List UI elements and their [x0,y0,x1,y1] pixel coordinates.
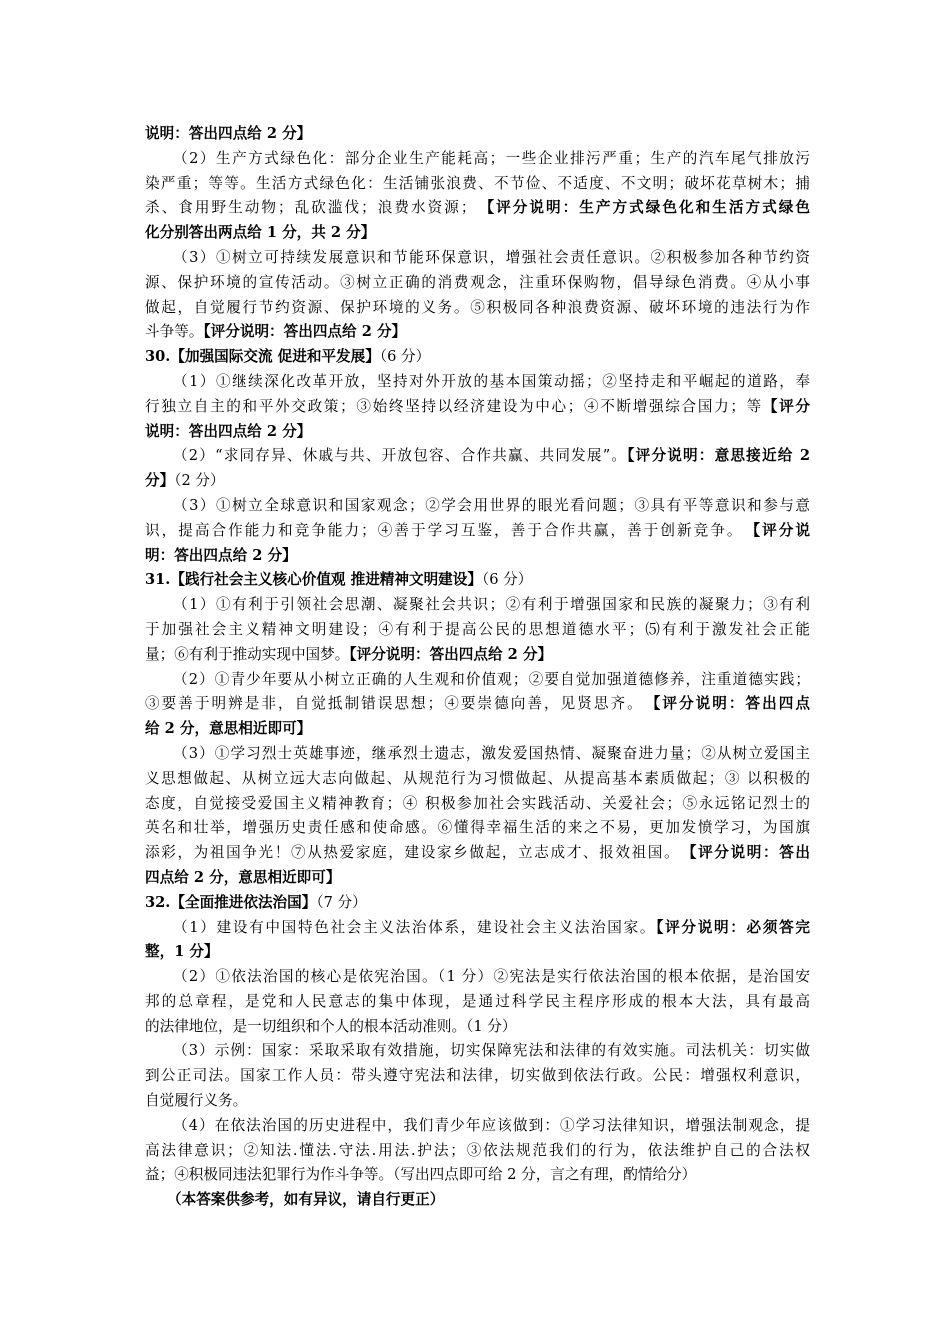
text-run: 到公正司法。国家工作人员：带头遵守宪法和法律，切实做到依法行政。公民：增强权利意识， [145,1067,810,1085]
text-line [145,841,810,866]
text-line [145,866,810,891]
text-line [145,345,810,370]
text-line [145,420,810,445]
text-line [145,568,810,593]
bold-text: 31.【践行社会主义核心价值观 推进精神文明建设】 [145,571,482,589]
text-line [145,296,810,321]
bold-text: 【评分说明：答出四点 [653,695,810,713]
text-run: 添彩，为祖国争光！⑦从热爱家庭，建设家乡做起，立志成才、报效祖国。 [145,844,690,862]
text-run: 邦的总章程，是党和人民意志的集中体现，是通过科学民主程序形成的根本大法，具有最高 [145,992,810,1010]
bold-text: 30.【加强国际交流 促进和平发展】 [145,348,380,366]
text-run: （6 分） [379,348,431,366]
text-line [145,692,810,717]
bold-text: 【评分说明：答出四点给 2 分】 [349,645,553,663]
text-line [145,1188,810,1213]
text-line [145,643,810,668]
text-run: 源、保护环境的宣传活动。③树立正确的消费观念，注重环保购物，倡导绿色消费。④从小事 [145,273,810,291]
text-line [145,593,810,618]
text-run: （3）①树立全球意识和国家观念；②学会用世界的眼光看问题；③具有平等意识和参与意 [173,496,810,514]
text-run: （3）①树立可持续发展意识和节能环保意识，增强社会责任意识。②积极参加各种节约资 [173,248,810,266]
text-run: （1）①继续深化改革开放，坚持对外开放的基本国策动摇；②坚持走和平崛起的道路，奉 [173,372,810,390]
text-line [145,122,810,147]
text-line [145,519,810,544]
text-run: （1）建设有中国特色社会主义法治体系，建设社会主义法治国家。 [173,918,657,936]
text-line [145,395,810,420]
text-line [145,196,810,221]
text-line [145,1039,810,1064]
bold-text: 明：答出四点给 2 分】 [145,546,297,564]
bold-text: 【评分说明：生产方式绿色化和生活方式绿色 [486,199,810,217]
bold-text: 【评分说明：答出四点给 2 分】 [203,323,407,341]
text-run: （1）①有利于引领社会思潮、凝聚社会共识；②有利于增强国家和民族的凝聚力；③有利 [173,596,810,614]
text-run: 义思想做起、从树立远大志向做起、从规范行为习惯做起、从提高基本素质做起；③ 以积极的 [145,769,810,787]
text-line [145,469,810,494]
text-line [145,147,810,172]
text-run: 识，提高合作能力和竞争能力；④善于学习互鉴，善于合作共赢，善于创新竞争。 [145,521,753,539]
text-run: （2）“求同存异、休戚与共、开放包容、合作共赢、共同发展”。 [173,447,628,465]
text-line [145,1015,810,1040]
text-line [145,271,810,296]
bold-text: （本答案供参考，如有异议，请自行更正） [167,1191,445,1209]
bold-text: 【评分说明：意思接近给 2 [627,447,810,465]
text-line [145,320,810,345]
text-run: 益；④积极同违法犯罪行为作斗争等。（写出四点即可给 2 分，言之有理，酌情给分） [145,1166,697,1184]
text-line [145,891,810,916]
text-line [145,172,810,197]
text-line [145,1089,810,1114]
text-run: 做起，自觉履行节约资源、保护环境的义务。⑤积极同各种浪费资源、破坏环境的违法行为作 [145,298,810,316]
bold-text: 【评分说明：必须答完 [656,918,810,936]
text-run: （6 分） [481,571,533,589]
text-line [145,444,810,469]
text-run: 态度，自觉接受爱国主义精神教育；④ 积极参加社会实践活动、关爱社会；⑤永远铭记烈士的 [145,794,810,812]
text-line [145,246,810,271]
text-run: （4）在依法治国的历史进程中，我们青少年应该做到：①学习法律知识，增强法制观念，提 [173,1116,810,1134]
text-line [145,717,810,742]
bold-text: 整，1 分】 [145,943,219,961]
text-line [145,494,810,519]
text-run: （3）①学习烈士英雄事迹，继承烈士遗志，激发爱国热情、凝聚奋进力量；②从树立爱国主 [173,744,810,762]
bold-text: 说明：答出四点给 2 分】 [145,422,312,440]
bold-text: 说明：答出四点给 2 分】 [145,125,312,142]
text-line [145,668,810,693]
text-line [145,940,810,965]
text-line [145,965,810,990]
text-run: 行独立自主的和平外交政策；③始终坚持以经济建设为中心；④不断增强综合国力；等 [145,397,763,415]
text-run: 量；⑥有利于推动实现中国梦。 [145,645,350,663]
text-run: （2）生产方式绿色化：部分企业生产能耗高；一些企业排污严重；生产的汽车尾气排放污 [173,149,810,167]
text-line [145,544,810,569]
bold-text: 【评分说明：答出 [689,844,810,862]
text-run: 的法律地位，是一切组织和个人的根本活动准则。（1 分） [145,1017,517,1035]
text-run: 染严重；等等。生活方式绿色化：生活铺张浪费、不节俭、不适度、不文明；破坏花草树木；捕 [145,174,810,192]
answer-key-page [145,122,810,1213]
text-run: （2 分） [174,472,225,490]
text-line [145,792,810,817]
text-run: 于加强社会主义精神文明建设；④有利于提高公民的思想道德水平；⑸有利于激发社会正能 [145,620,810,638]
text-line [145,221,810,246]
text-line [145,990,810,1015]
text-line [145,916,810,941]
text-run: （2）①青少年要从小树立正确的人生观和价值观；②要自觉加强道德修养，注重道德实践； [173,670,810,688]
text-line [145,370,810,395]
text-run: 杀、食用野生动物；乱砍滥伐；浪费水资源； [145,199,487,217]
text-line [145,1114,810,1139]
bold-text: 分】 [145,472,175,490]
text-line [145,1064,810,1089]
bold-text: 【评分说 [752,521,810,539]
text-run: 自觉履行义务。 [145,1092,248,1110]
bold-text: 【评分 [762,397,810,415]
bold-text: 32.【全面推进依法治国】 [145,893,317,911]
text-line [145,816,810,841]
text-run: ③要善于明辨是非，自觉抵制错误思想；④要崇德向善，见贤思齐。 [145,695,654,713]
text-line [145,1139,810,1164]
text-run: 高法律意识；②知法.懂法.守法.用法.护法；③依法规范我们的行为，依法维护自己的合法权 [145,1141,810,1159]
text-run: （2）①依法治国的核心是依宪治国。（1 分）②宪法是实行依法治国的根本依据，是治国安 [173,968,810,986]
text-run: （7 分） [316,893,367,911]
bold-text: 给 2 分，意思相近即可】 [145,720,312,738]
text-run: （3）示例：国家：采取采取有效措施，切实保障宪法和法律的有效实施。司法机关：切实做 [173,1042,810,1060]
text-run: 斗争等。 [145,323,204,341]
text-line [145,767,810,792]
text-line [145,742,810,767]
bold-text: 化分别答出两点给 1 分，共 2 分】 [145,224,376,242]
text-line [145,618,810,643]
text-run: 英名和壮举，增强历史责任感和使命感。⑥懂得幸福生活的来之不易，更加发愤学习，为国旗 [145,819,810,837]
bold-text: 四点给 2 分，意思相近即可】 [145,868,341,886]
text-line [145,1163,810,1188]
